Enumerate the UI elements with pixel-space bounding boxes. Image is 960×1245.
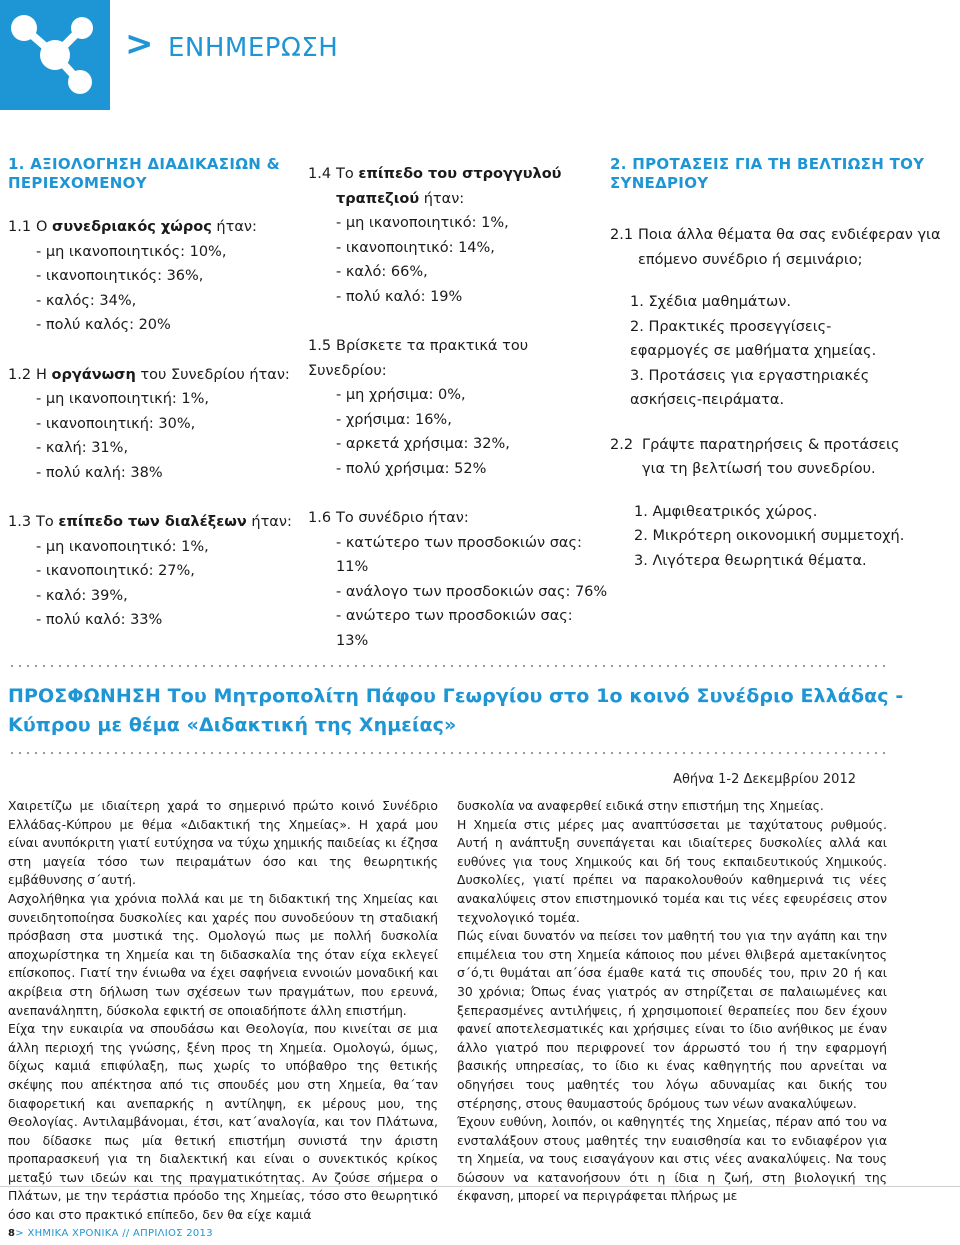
- survey-column-3: [610, 155, 950, 598]
- article-paragraph: Η Χημεία στις μέρες μας αναπτύσσεται με ταχύτατους ρυθμούς. Αυτή η ανάπτυξη συνεπάγεται και ιδιαίτερες δυσκολίες αλλά και ευθύνες για τους Χημικούς και δή τους εκπαιδευτικούς Χημικούς. Δυσκολίες, γιατί πρέπει να παρακολουθούν καθημερινά τις νέες ανακαλύψεις στον επιστημονικό τομέα και τις νέες εφευρέσεις στον τεχνολογικό τομέα.: [457, 816, 887, 925]
- question-number: 1.1: [8, 219, 32, 235]
- chevron-right-icon: >: [125, 24, 154, 64]
- journal-info: ΧΗΜΙΚΑ ΧΡΟΝΙΚΑ // ΑΠΡΙΛΙΟΣ 2013: [27, 1228, 213, 1239]
- answer-item: - ικανοποιητικός: 36%,: [36, 268, 204, 284]
- question-text: Η: [36, 366, 52, 383]
- article-paragraph: δυσκολία να αναφερθεί ειδικά στην επιστήμη της Χημείας.: [457, 798, 824, 813]
- answer-item: - μη χρήσιμα: 0%,: [336, 387, 466, 403]
- answer-item: - ανώτερο των προσδοκιών σας: 13%: [336, 608, 573, 649]
- answer-item: - πολύ καλή: 38%: [36, 464, 163, 481]
- answer-item: - μη ικανοποιητικό: 1%,: [36, 538, 209, 555]
- question-number: 2.2: [610, 436, 634, 453]
- article-paragraph: Χαιρετίζω με ιδιαίτερη χαρά το σημερινό πρώτο κοινό Συνέδριο Ελλάδας-Κύπρου με θέμα «Διδακτική της Χημείας». Η χαρά μου είναι ανυπόκριτη γιατί ευτύχησα να τύχω χημικής παιδείας κι έζησα στη μαγεία τόσο των πειραμάτων όσο και της θεωρητικής εμβάθυνσης σ΄αυτή.: [8, 798, 438, 888]
- answer-item: - πολύ καλό: 33%: [36, 612, 163, 628]
- answer-item: 3. Προτάσεις για εργαστηριακές ασκήσεις-πειράματα.: [630, 367, 870, 408]
- question-2-2: [610, 433, 950, 574]
- molecule-icon: [0, 0, 110, 110]
- answer-item: - ικανοποιητική: 30%,: [36, 415, 196, 432]
- answer-item: - καλή: 31%,: [36, 440, 129, 456]
- molecule-logo: [0, 0, 110, 110]
- article-paragraph: Έχουν ευθύνη, λοιπόν, οι καθηγητές της Χημείας, πέραν από του να ενσταλάξουν στους μαθητές την ευαισθησία και το ενδιαφέρον για τη Χημεία, να τους εισαγάγουν και στις νέες ανακαλύψεις. Να τους δώσουν να κατανοήσουν ότι η ίδια η ζωή, στη βιολογική της έκφανση, μπορεί να περιγράφεται πλήρως με: [457, 1114, 887, 1204]
- question-number: 1.5: [308, 338, 332, 354]
- article-paragraph: Ασχολήθηκα για χρόνια πολλά και με τη διδακτική της Χημείας και συνειδητοποίησα δυσκολίες και χαρές που συνοδεύουν τη σταδιακή πρόσβαση στα μυστικά της. Ομολογώ πως με πολλή δυσκολία αποχωρίστηκα τη Χημεία και τη διδασκαλία της όταν είχα εκλεγεί επίσκοπος. Γιατί την ένιωθα να έχει σαφήνεια εννοιών μοναδική και ακρίβεια στη δήλωση των σχέσεων των πραγμάτων, που ερευνά, ανεπανάληπτη, δύσκολα εφικτή σε οποιαδήποτε άλλη επιστήμη.: [8, 890, 438, 1018]
- question-text: Βρίσκετε τα πρακτικά του Συνεδρίου:: [308, 338, 529, 379]
- page-header: [0, 0, 960, 110]
- question-1-5: [308, 334, 608, 481]
- page-footer: [8, 1228, 213, 1239]
- answer-item: - ανάλογο των προσδοκιών σας: 76%: [336, 583, 608, 600]
- section-title: ΕΝΗΜΕΡΩΣΗ: [168, 33, 339, 63]
- answer-item: - καλό: 66%,: [336, 264, 428, 280]
- answer-item: - πολύ καλό: 19%: [336, 288, 463, 305]
- question-text: Ο: [36, 219, 53, 235]
- survey-column-1: [8, 155, 293, 658]
- answer-item: - καλός: 34%,: [36, 292, 137, 309]
- answer-item: - κατώτερο των προσδοκιών σας: 11%: [336, 534, 582, 575]
- article-paragraph: Πώς είναι δυνατόν να πείσει τον μαθητή του για την αγάπη και την επιμέλεια του στη Χημεία κάποιος που μένει θλιβερά αμετακίνητος σ΄ό,τι θυμάται απ΄όσα έμαθε κατά τις σπουδές του, πριν 20 ή και 30 χρόνια; Όπως ένας γιατρός αν στηρίζεται σε παλαιωμένες και ξεπερασμένες αντιλήψεις, ή χρησιμοποιεί θεραπείες που δεν έχουν φανεί αποτελεσματικές και χρήσιμες είναι το ίδιο ανήθικος με έναν άλλο γιατρό που περιφρονεί τον άρρωστό του ή την εφαρμογή βασικής υπηρεσίας, το ίδιο κι ένας καθηγητής που αρνείται να οδηγήσει τους μαθητές του λόγω αδυναμίας και δικής του στέρησης, στους θαυμαστούς δρόμους των νέων ανακαλύψεων.: [457, 928, 887, 1111]
- page-number: 8: [8, 1228, 16, 1239]
- survey-column-2: [308, 162, 608, 678]
- question-number: 2.1: [610, 227, 634, 243]
- article-column-left: [8, 797, 438, 1225]
- answer-item: 3. Λιγότερα θεωρητικά θέματα.: [634, 552, 867, 569]
- question-2-1: [610, 223, 950, 413]
- question-text: του Συνεδρίου ήταν:: [135, 366, 290, 383]
- question-text: Το: [336, 166, 359, 182]
- question-text: ήταν:: [211, 219, 257, 235]
- answer-item: - καλό: 39%,: [36, 587, 128, 604]
- question-1-3: [8, 510, 293, 633]
- answer-item: - αρκετά χρήσιμα: 32%,: [336, 436, 510, 452]
- answer-item: - χρήσιμα: 16%,: [336, 411, 452, 428]
- question-text: Το συνέδριο ήταν:: [336, 510, 469, 526]
- answer-item: - ικανοποιητικό: 27%,: [36, 563, 195, 579]
- question-topic: οργάνωση: [51, 366, 136, 383]
- question-topic: επίπεδο του στρογγυλού τραπεζιού: [336, 166, 562, 207]
- footer-rule: [0, 1186, 960, 1187]
- dateline: Αθήνα 1-2 Δεκεμβρίου 2012: [673, 772, 856, 787]
- answer-item: - μη ικανοποιητικός: 10%,: [36, 243, 227, 260]
- dotted-divider: [8, 752, 888, 754]
- question-text: ήταν:: [419, 190, 465, 207]
- dotted-divider: [8, 665, 888, 667]
- section-heading-evaluation: 1. ΑΞΙΟΛΟΓΗΣΗ ΔΙΑΔΙΚΑΣΙΩΝ & ΠΕΡΙΕΧΟΜΕΝΟΥ: [8, 155, 281, 192]
- question-1-4: [308, 162, 608, 309]
- question-1-1: [8, 215, 293, 338]
- answer-item: 1. Αμφιθεατρικός χώρος.: [634, 503, 818, 520]
- question-1-6: [308, 506, 608, 653]
- question-number: 1.6: [308, 510, 332, 526]
- answer-item: 2. Μικρότερη οικονομική συμμετοχή.: [634, 528, 905, 544]
- answer-item: - πολύ καλός: 20%: [36, 317, 171, 333]
- answer-item: - ικανοποιητικό: 14%,: [336, 239, 495, 256]
- question-topic: συνεδριακός χώρος: [52, 219, 212, 235]
- question-text: Ποια άλλα θέματα θα σας ενδιέφεραν για επόμενο συνέδριο ή σεμινάριο;: [638, 227, 941, 268]
- question-text: Το: [36, 514, 59, 530]
- question-number: 1.4: [308, 166, 332, 182]
- question-number: 1.3: [8, 514, 32, 530]
- question-topic: επίπεδο των διαλέξεων: [58, 514, 247, 530]
- section-heading-proposals: 2. ΠΡΟΤΑΣΕΙΣ ΓΙΑ ΤΗ ΒΕΛΤΙΩΣΗ ΤΟΥ ΣΥΝΕΔΡΙΟΥ: [610, 155, 925, 192]
- question-text: Γράψτε παρατηρήσεις & προτάσεις για τη βελτίωσή του συνεδρίου.: [642, 436, 900, 477]
- answer-item: - μη ικανοποιητικό: 1%,: [336, 215, 509, 231]
- question-text: ήταν:: [246, 514, 292, 530]
- answer-item: - πολύ χρήσιμα: 52%: [336, 460, 487, 477]
- chevron-right-icon: >: [15, 1228, 24, 1239]
- announcement-title: ΠΡΟΣΦΩΝΗΣΗ Του Μητροπολίτη Πάφου Γεωργίου στο 1ο κοινό Συνέδριο Ελλάδας - Κύπρου με θέμα «Διδακτική της Χημείας»: [8, 685, 904, 736]
- article-column-right: [457, 797, 887, 1206]
- question-1-2: [8, 363, 293, 486]
- answer-item: - μη ικανοποιητική: 1%,: [36, 391, 210, 407]
- question-number: 1.2: [8, 366, 32, 383]
- answer-item: 1. Σχέδια μαθημάτων.: [630, 294, 791, 310]
- answer-item: 2. Πρακτικές προσεγγίσεις-εφαρμογές σε μαθήματα χημείας.: [630, 318, 877, 359]
- article-paragraph: Είχα την ευκαιρία να σπουδάσω και Θεολογία, που κινείται σε μια άλλη περιοχή της γνώσης, ξένη προς τη Χημεία. Ομολογώ, όμως, δίχως καμιά επιφύλαξη, πως χωρίς το υπόβαθρο της θετικής σκέψης που απέκτησα από τις σπουδές μου στη Χημεία, θα΄ταν διαφορετική και ανεπαρκής η αντίληψη, εκ μέρους μου, της Θεολογίας. Αντιλαμβάνομαι, έτσι, κατ΄αναλογία, και τον Πλάτωνα, που δίδασκε πως μία θετική επιστήμη συνιστά την άριστη προπαρασκευή για τη διαλεκτική και είναι ο συνεκτικός κρίκος μεταξύ των ιδεών και της πραγματικότητας. Αν ζούσε σήμερα ο Πλάτων, με την τεράστια πρόοδο της Χημείας, τόσο στο θεωρητικό όσο και στο πρακτικό επίπεδο, δεν θα είχε καμιά: [8, 1021, 438, 1223]
